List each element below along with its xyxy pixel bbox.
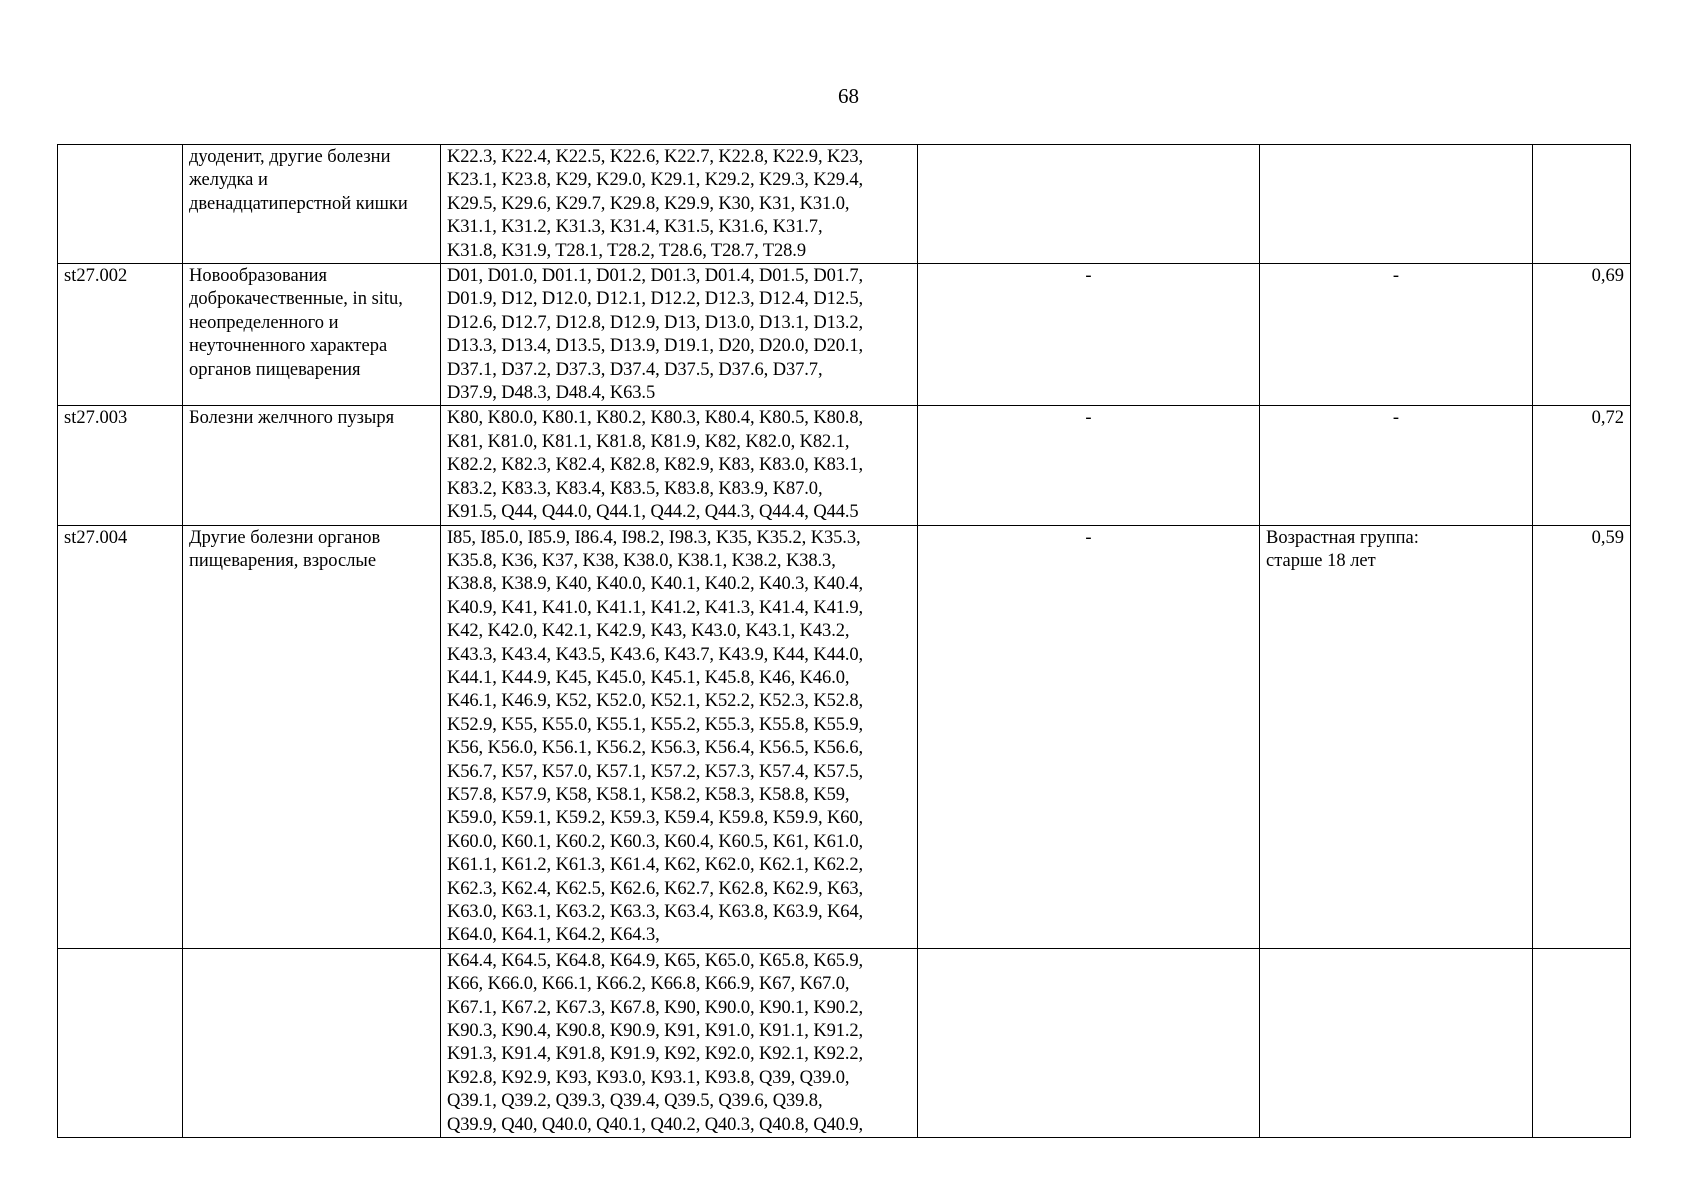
icd-codes-cell: K64.4, K64.5, K64.8, K64.9, K65, K65.0, K65.8, K65.9, K66, K66.0, K66.1, K66.2, K66.8, K66.9, K67, K67.0, K67.1, K67.2, K67.3, K67.8, K90, K90.0, K90.1, K90.2, K90.3, K90.4, K90.8, K90.9, K91, K91.0, K91.1, K91.2, K91.3, K91.4, K91.8, K91.9, K92, K92.0, K92.1, K92.2, K92.8, K92.9, K93, K93.0, K93.1, K93.8, Q39, Q39.0, Q39.1, Q39.2, Q39.3, Q39.4, Q39.5, Q39.6, Q39.8, Q39.9, Q40, Q40.0, Q40.1, Q40.2, Q40.3, Q40.8, Q40.9,	[441, 948, 918, 1137]
ksg-name-cell: Болезни желчного пузыря	[183, 406, 441, 525]
ksg-name-cell: дуоденит, другие болезни желудка и двенадцатиперстной кишки	[183, 145, 441, 264]
coefficient-cell: 0,59	[1533, 525, 1631, 948]
ksg-code-cell: st27.002	[58, 264, 183, 406]
ksg-code-cell: st27.004	[58, 525, 183, 948]
table-row	[58, 406, 1631, 525]
table-row	[58, 145, 1631, 264]
ksg-code-cell	[58, 145, 183, 264]
other-criterion-cell: -	[1260, 264, 1533, 406]
ksg-name-cell	[183, 948, 441, 1137]
service-code-cell: -	[918, 406, 1260, 525]
ksg-code-cell: st27.003	[58, 406, 183, 525]
table-row	[58, 264, 1631, 406]
coefficient-cell	[1533, 145, 1631, 264]
service-code-cell: -	[918, 264, 1260, 406]
icd-codes-cell: K80, K80.0, K80.1, K80.2, K80.3, K80.4, K80.5, K80.8, K81, K81.0, K81.1, K81.8, K81.9, K82, K82.0, K82.1, K82.2, K82.3, K82.4, K82.8, K82.9, K83, K83.0, K83.1, K83.2, K83.3, K83.4, K83.5, K83.8, K83.9, K87.0, K91.5, Q44, Q44.0, Q44.1, Q44.2, Q44.3, Q44.4, Q44.5	[441, 406, 918, 525]
icd-codes-cell: K22.3, K22.4, K22.5, K22.6, K22.7, K22.8, K22.9, K23, K23.1, K23.8, K29, K29.0, K29.1, K29.2, K29.3, K29.4, K29.5, K29.6, K29.7, K29.8, K29.9, K30, K31, K31.0, K31.1, K31.2, K31.3, K31.4, K31.5, K31.6, K31.7, K31.8, K31.9, T28.1, T28.2, T28.6, T28.7, T28.9	[441, 145, 918, 264]
service-code-cell: -	[918, 525, 1260, 948]
table-row	[58, 525, 1631, 948]
coefficient-cell: 0,72	[1533, 406, 1631, 525]
table-row	[58, 948, 1631, 1137]
ksg-code-cell	[58, 948, 183, 1137]
other-criterion-cell: -	[1260, 406, 1533, 525]
icd-codes-cell: D01, D01.0, D01.1, D01.2, D01.3, D01.4, D01.5, D01.7, D01.9, D12, D12.0, D12.1, D12.2, D12.3, D12.4, D12.5, D12.6, D12.7, D12.8, D12.9, D13, D13.0, D13.1, D13.2, D13.3, D13.4, D13.5, D13.9, D19.1, D20, D20.0, D20.1, D37.1, D37.2, D37.3, D37.4, D37.5, D37.6, D37.7, D37.9, D48.3, D48.4, K63.5	[441, 264, 918, 406]
service-code-cell	[918, 145, 1260, 264]
coefficient-cell	[1533, 948, 1631, 1137]
coefficient-cell: 0,69	[1533, 264, 1631, 406]
icd-codes-cell: I85, I85.0, I85.9, I86.4, I98.2, I98.3, K35, K35.2, K35.3, K35.8, K36, K37, K38, K38.0, K38.1, K38.2, K38.3, K38.8, K38.9, K40, K40.0, K40.1, K40.2, K40.3, K40.4, K40.9, K41, K41.0, K41.1, K41.2, K41.3, K41.4, K41.9, K42, K42.0, K42.1, K42.9, K43, K43.0, K43.1, K43.2, K43.3, K43.4, K43.5, K43.6, K43.7, K43.9, K44, K44.0, K44.1, K44.9, K45, K45.0, K45.1, K45.8, K46, K46.0, K46.1, K46.9, K52, K52.0, K52.1, K52.2, K52.3, K52.8, K52.9, K55, K55.0, K55.1, K55.2, K55.3, K55.8, K55.9, K56, K56.0, K56.1, K56.2, K56.3, K56.4, K56.5, K56.6, K56.7, K57, K57.0, K57.1, K57.2, K57.3, K57.4, K57.5, K57.8, K57.9, K58, K58.1, K58.2, K58.3, K58.8, K59, K59.0, K59.1, K59.2, K59.3, K59.4, K59.8, K59.9, K60, K60.0, K60.1, K60.2, K60.3, K60.4, K60.5, K61, K61.0, K61.1, K61.2, K61.3, K61.4, K62, K62.0, K62.1, K62.2, K62.3, K62.4, K62.5, K62.6, K62.7, K62.8, K62.9, K63, K63.0, K63.1, K63.2, K63.3, K63.4, K63.8, K63.9, K64, K64.0, K64.1, K64.2, K64.3,	[441, 525, 918, 948]
service-code-cell	[918, 948, 1260, 1137]
ksg-table	[57, 144, 1631, 1138]
other-criterion-cell	[1260, 948, 1533, 1137]
ksg-name-cell: Другие болезни органов пищеварения, взрослые	[183, 525, 441, 948]
ksg-name-cell: Новообразования доброкачественные, in situ, неопределенного и неуточненного характера органов пищеварения	[183, 264, 441, 406]
page-number: 68	[838, 84, 859, 108]
other-criterion-cell: Возрастная группа: старше 18 лет	[1260, 525, 1533, 948]
other-criterion-cell	[1260, 145, 1533, 264]
